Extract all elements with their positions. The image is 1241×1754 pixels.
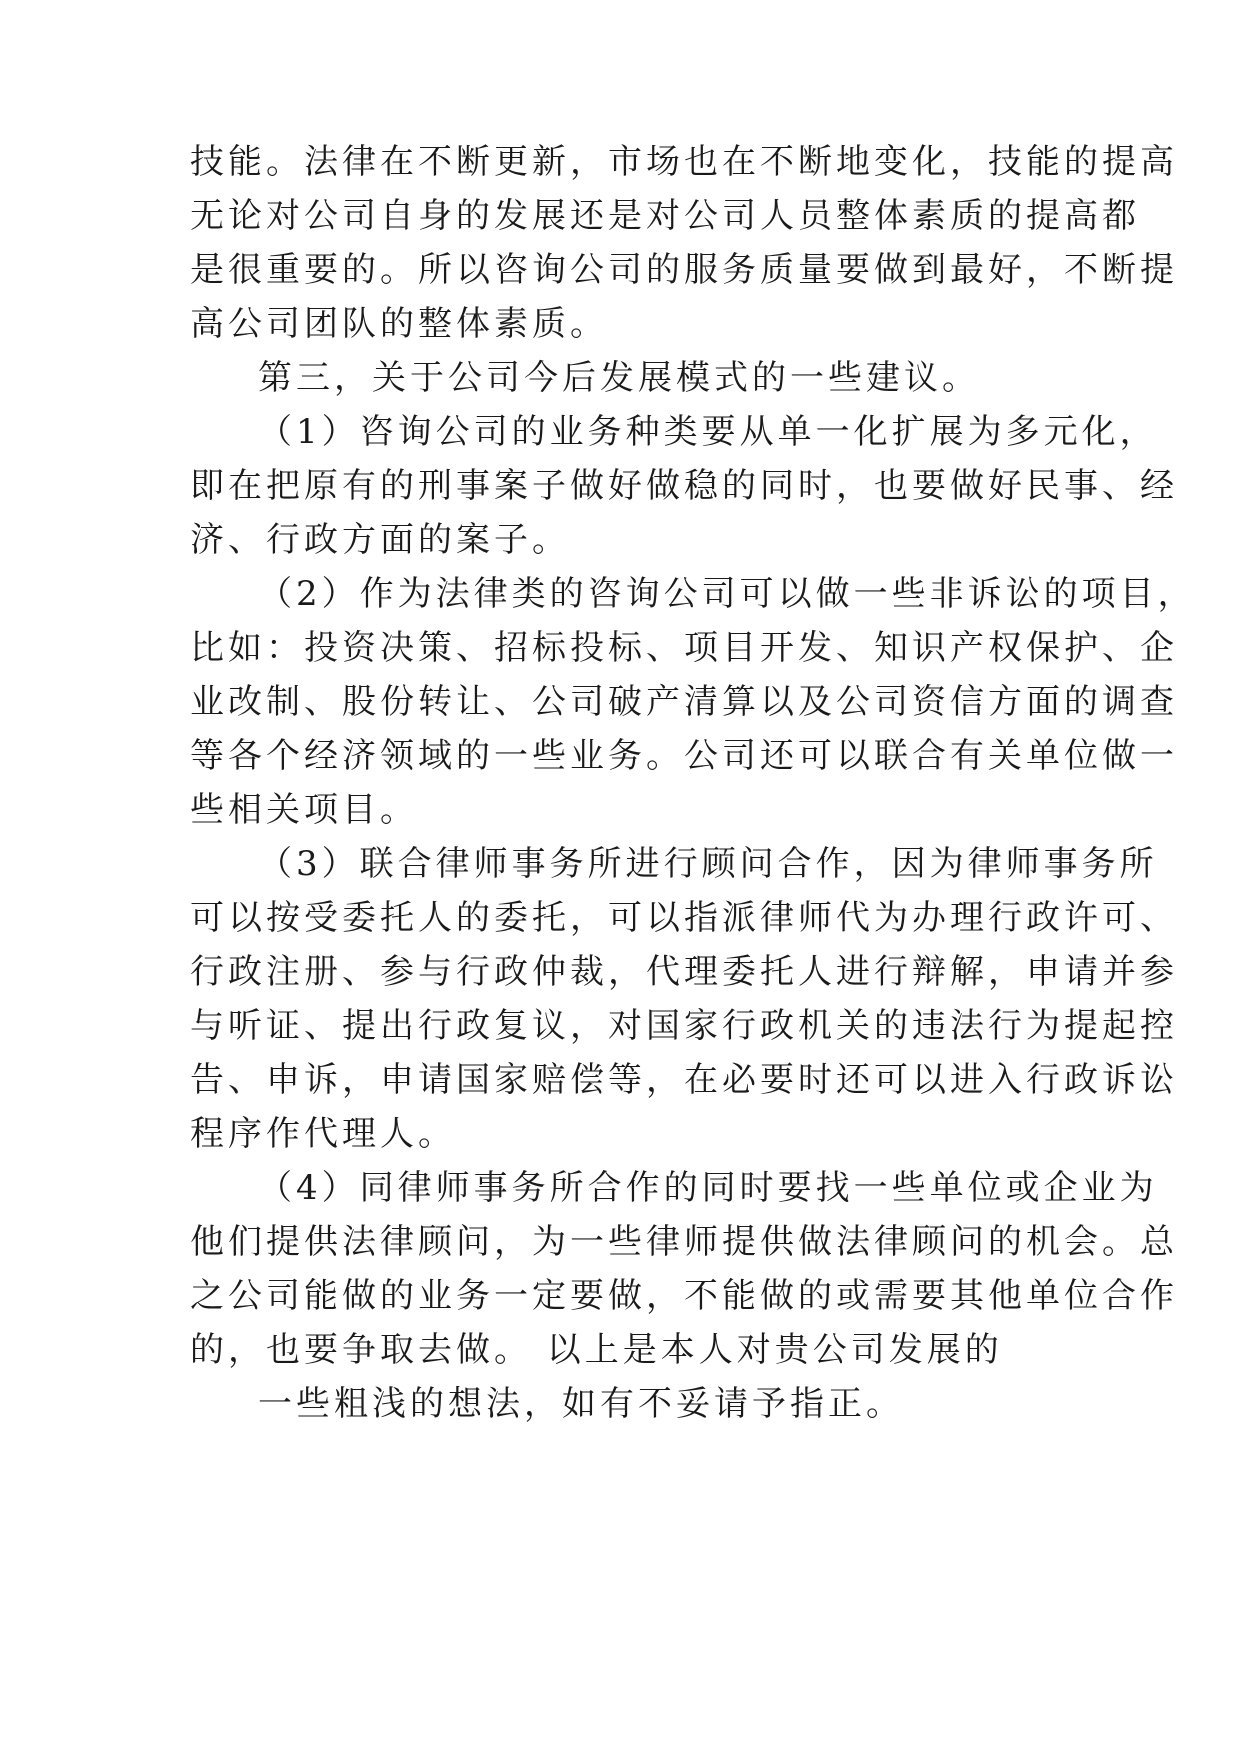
text-line: 与听证、提出行政复议，对国家行政机关的违法行为提起控 [190, 1006, 1178, 1046]
text-line: （1）咨询公司的业务种类要从单一化扩展为多元化， [258, 412, 1158, 452]
text-line: （4）同律师事务所合作的同时要找一些单位或企业为 [258, 1168, 1158, 1208]
text-line: 可以按受委托人的委托，可以指派律师代为办理行政许可、 [190, 898, 1178, 938]
text-line: 比如：投资决策、招标投标、项目开发、知识产权保护、企 [190, 628, 1178, 668]
text-line: 他们提供法律顾问，为一些律师提供做法律顾问的机会。总 [190, 1222, 1178, 1262]
text-line: 之公司能做的业务一定要做，不能做的或需要其他单位合作 [190, 1276, 1178, 1316]
text-line: 一些粗浅的想法，如有不妥请予指正。 [258, 1384, 904, 1424]
text-line: （2）作为法律类的咨询公司可以做一些非诉讼的项目， [258, 574, 1196, 614]
text-line: 即在把原有的刑事案子做好做稳的同时，也要做好民事、经 [190, 466, 1178, 506]
text-line: 等各个经济领域的一些业务。公司还可以联合有关单位做一 [190, 736, 1178, 776]
text-line: 是很重要的。所以咨询公司的服务质量要做到最好，不断提 [190, 250, 1178, 290]
text-line: 的，也要争取去做。 以上是本人对贵公司发展的 [190, 1330, 1003, 1370]
text-line: 业改制、股份转让、公司破产清算以及公司资信方面的调查 [190, 682, 1178, 722]
text-line: 技能。法律在不断更新，市场也在不断地变化，技能的提高 [190, 142, 1178, 182]
text-line: 行政注册、参与行政仲裁，代理委托人进行辩解，申请并参 [190, 952, 1178, 992]
text-line: 济、行政方面的案子。 [190, 520, 570, 560]
text-line: 些相关项目。 [190, 790, 418, 830]
text-line: （3）联合律师事务所进行顾问合作，因为律师事务所 [258, 844, 1158, 884]
text-line: 告、申诉，申请国家赔偿等，在必要时还可以进入行政诉讼 [190, 1060, 1178, 1100]
text-line: 高公司团队的整体素质。 [190, 304, 608, 344]
section-heading: 第三，关于公司今后发展模式的一些建议。 [258, 358, 980, 398]
text-line: 程序作代理人。 [190, 1114, 456, 1154]
text-line: 无论对公司自身的发展还是对公司人员整体素质的提高都 [190, 196, 1140, 236]
